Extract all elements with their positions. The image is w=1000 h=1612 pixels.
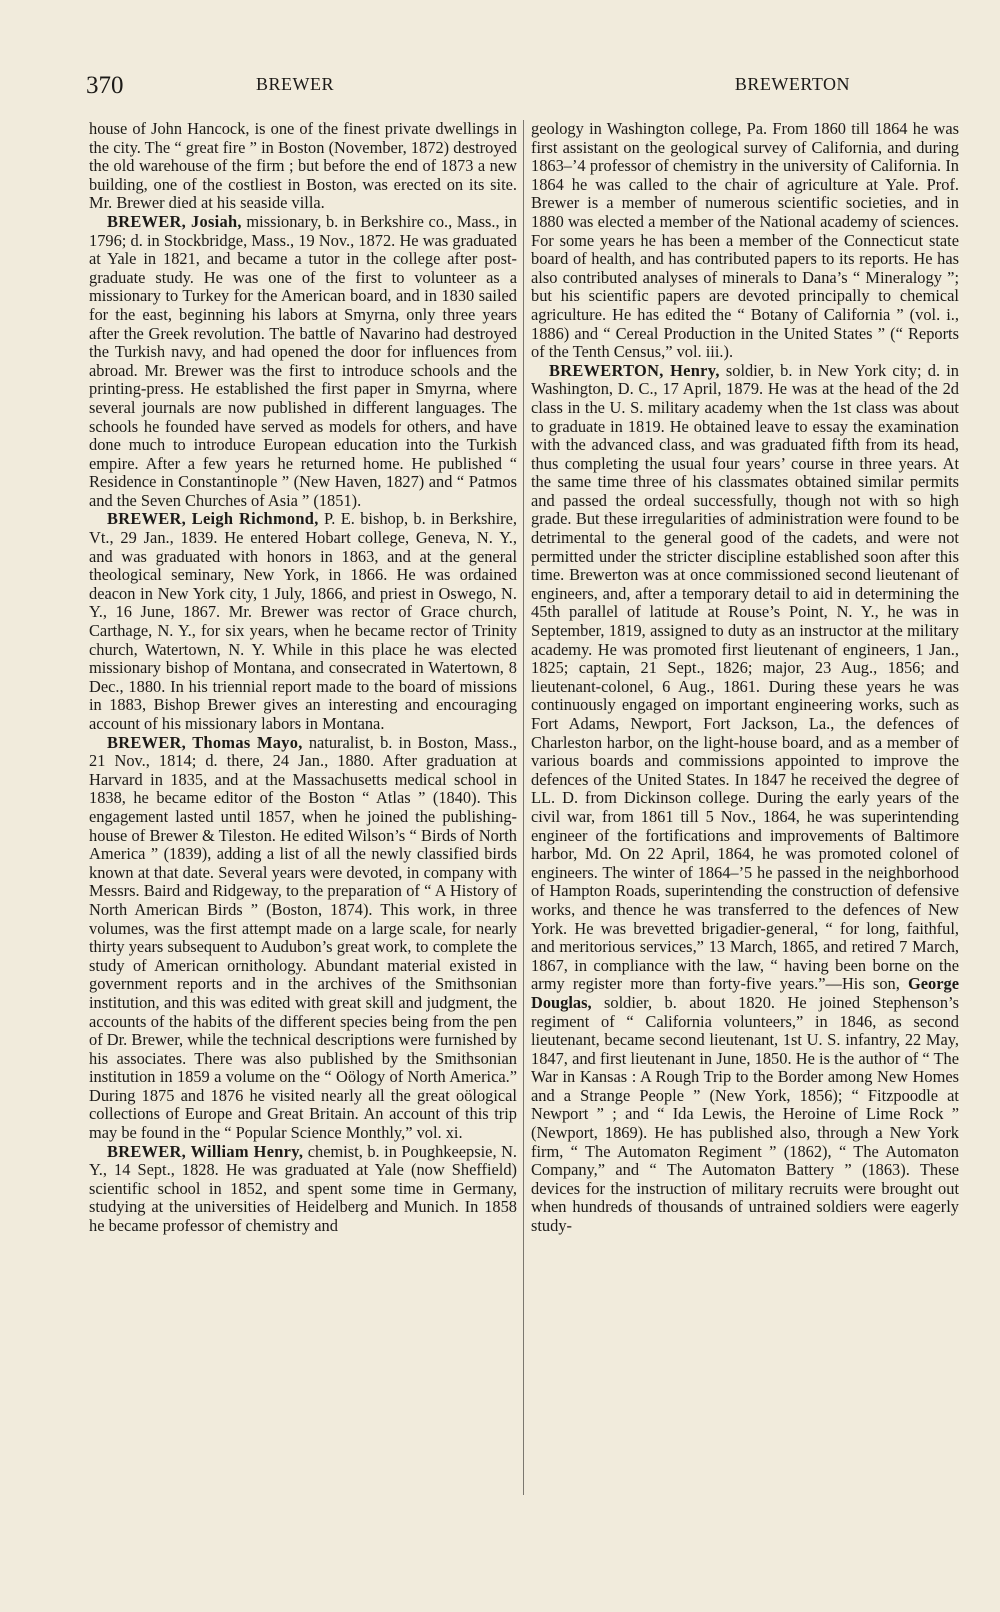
right-running-head: BREWERTON: [734, 74, 850, 94]
entry-name: BREWER, William Henry,: [107, 1141, 304, 1161]
entry-william-henry-brewer: BREWER, William Henry, chemist, b. in Poughkeepsie, N. Y., 14 Sept., 1828. He was graduated at Yale (now Sheffield) scientific school in 1852, and spent some time in Germany, studying at the universities of Heidelberg and Munich. In 1858 he became professor of chemistry and: [89, 1141, 518, 1236]
entry-name: BREWERTON, Henry,: [549, 360, 720, 380]
entry-name-george-douglas: George Douglas,: [531, 974, 959, 1012]
right-column: [531, 120, 959, 1236]
entry-name: BREWER, Leigh Richmond,: [107, 509, 319, 529]
entry-name: BREWER, Thomas Mayo,: [107, 732, 303, 752]
entry-josiah-brewer: BREWER, Josiah, missionary, b. in Berkshire co., Mass., in 1796; d. in Stockbridge, Mass., 19 Nov., 1872. He was graduated at Yale in 1821, and became a tutor in the college after post-graduate study. He was one of the first to volunteer as a missionary to Turkey for the American board, and in 1830 sailed for the east, beginning his labors at Smyrna, only three years after the Greek revolution. The battle of Navarino had destroyed the Turkish navy, and had opened the door for influences from abroad. Mr. Brewer was the first to introduce schools and the printing-press. He established the first paper in Smyrna, where several journals are now published in different languages. The schools he founded have served as models for others, and have done much to introduce European education into the Turkish empire. After a few years he returned home. He published “ Residence in Constantinople ” (New Haven, 1827) and “ Patmos and the Seven Churches of Asia ” (1851).: [89, 211, 517, 510]
entry-leigh-richmond-brewer: BREWER, Leigh Richmond, P. E. bishop, b. in Berkshire, Vt., 29 Jan., 1839. He entered Hobart college, Geneva, N. Y., and was graduated with honors in 1863, and at the general theological seminary, New York, in 1866. He was ordained deacon in New York city, 1 July, 1866, and priest in Oswego, N. Y., 16 June, 1867. Mr. Brewer was rector of Grace church, Carthage, N. Y., for six years, when he became rector of Trinity church, Watertown, N. Y. While in this place he was elected missionary bishop of Montana, and consecrated in Watertown, 8 Dec., 1880. In his triennial report made to the board of missions in 1883, Bishop Brewer gives an interesting and encouraging account of his missionary labors in Montana.: [89, 509, 517, 733]
left-running-head: BREWER: [256, 74, 334, 94]
page-number: 370: [86, 72, 124, 99]
entry-thomas-mayo-brewer: BREWER, Thomas Mayo, naturalist, b. in Boston, Mass., 21 Nov., 1814; d. there, 24 Jan., 1880. After graduation at Harvard in 1835, and at the Massachusetts medical school in 1838, he became editor of the Boston “ Atlas ” (1840). This engagement lasted until 1857, when he joined the publishing-house of Brewer & Tileston. He edited Wilson’s “ Birds of North America ” (1839), adding a list of all the newly classified birds known at that date. Several years were devoted, in company with Messrs. Baird and Ridgeway, to the preparation of “ A History of North American Birds ” (Boston, 1874). This work, in three volumes, was the first attempt made on a large scale, for nearly thirty years subsequent to Audubon’s great work, to complete the study of American ornithology. Abundant material existed in government reports and in the archives of the Smithsonian institution, and this was edited with great skill and judgment, the accounts of the habits of the different species being from the pen of Dr. Brewer, while the technical descriptions were furnished by his associates. There was also published by the Smithsonian institution in 1859 a volume on the “ Oölogy of North America.” During 1875 and 1876 he visited nearly all the great oölogical collections of Europe and Great Britain. An account of this trip may be found in the “ Popular Science Monthly,” vol. xi.: [89, 732, 517, 1143]
column-divider: [523, 120, 524, 1495]
entry-name: BREWER, Josiah,: [107, 211, 242, 231]
page-header: [86, 72, 850, 112]
left-column: [89, 120, 517, 1236]
entry-continuation: geology in Washington college, Pa. From 1860 till 1864 he was first assistant on the geological survey of California, and during 1863–’4 professor of chemistry in the university of California. In 1864 he was called to the chair of agriculture at Yale. Prof. Brewer is a member of numerous scientific societies, and in 1880 was elected a member of the National academy of sciences. For some years he has been a member of the Connecticut state board of health, and has contributed papers to its reports. He has also contributed analyses of minerals to Dana’s “ Mineralogy ”; but his scientific papers are devoted principally to chemical agriculture. He has edited the “ Botany of California ” (vol. i., 1886) and “ Cereal Production in the United States ” (“ Reports of the Tenth Census,” vol. iii.).: [531, 119, 959, 362]
entry-continuation: house of John Hancock, is one of the finest private dwellings in the city. The “ great fire ” in Boston (November, 1872) destroyed the old warehouse of the firm ; but before the end of 1873 a new building, one of the costliest in Boston, was erected on its site. Mr. Brewer died at his seaside villa.: [89, 119, 517, 213]
entry-henry-brewerton: BREWERTON, Henry, soldier, b. in New York city; d. in Washington, D. C., 17 April, 1879. He was at the head of the 2d class in the U. S. military academy when the 1st class was about to graduate in 1819. He obtained leave to essay the examination with the advanced class, and was graduated fifth from its head, thus completing the usual four years’ course in three years. At the same time three of his classmates obtained similar permits and passed the ordeal successfully, though not with so high grade. But these irregularities of administration were found to be detrimental to the general good of the cadets, and were not permitted under the stricter discipline established soon after this time. Brewerton was at once commissioned second lieutenant of engineers, and, after a temporary detail to aid in determining the 45th parallel of latitude at Rouse’s Point, N. Y., he was in September, 1819, assigned to duty as an instructor at the military academy. He was promoted first lieutenant of engineers, 1 Jan., 1825; captain, 21 Sept., 1826; major, 23 Aug., 1856; and lieutenant-colonel, 6 Aug., 1861. During these years he was continuously engaged on important engineering works, such as Fort Adams, Newport, Fort Jackson, La., the defences of Charleston harbor, on the light-house board, and as a member of various boards and commissions appointed to improve the defences of the United States. In 1847 he received the degree of LL. D. from Dickinson college. During the early years of the civil war, from 1861 till 5 Nov., 1864, he was superintending engineer of the fortifications and improvements of Baltimore harbor, Md. On 22 April, 1864, he was promoted colonel of engineers. The winter of 1864–’5 he passed in the neighborhood of Hampton Roads, superintending the construction of defensive works, and thence he was transferred to the defences of New York. He was brevetted brigadier-general, “ for long, faithful, and meritorious services,” 13 March, 1865, and retired 7 March, 1867, in compliance with the law, “ having been borne on the army register more than forty-five years.”—His son, George Douglas, soldier, b. about 1820. He joined Stephenson’s regiment of “ California volunteers,” in 1846, as second lieutenant, became second lieutenant, 1st U. S. infantry, 22 May, 1847, and first lieutenant in June, 1850. He is the author of “ The War in Kansas : A Rough Trip to the Border among New Homes and a Strange People ” (New York, 1856); “ Fitzpoodle at Newport ” ; and “ Ida Lewis, the Heroine of Lime Rock ” (Newport, 1869). He has published also, through a New York firm, “ The Automaton Regiment ” (1862), “ The Automaton Company,” and “ The Automaton Battery ” (1863). These devices for the instruction of military recruits were brought out when hundreds of thousands of untrained soldiers were eagerly study-: [531, 360, 959, 1236]
